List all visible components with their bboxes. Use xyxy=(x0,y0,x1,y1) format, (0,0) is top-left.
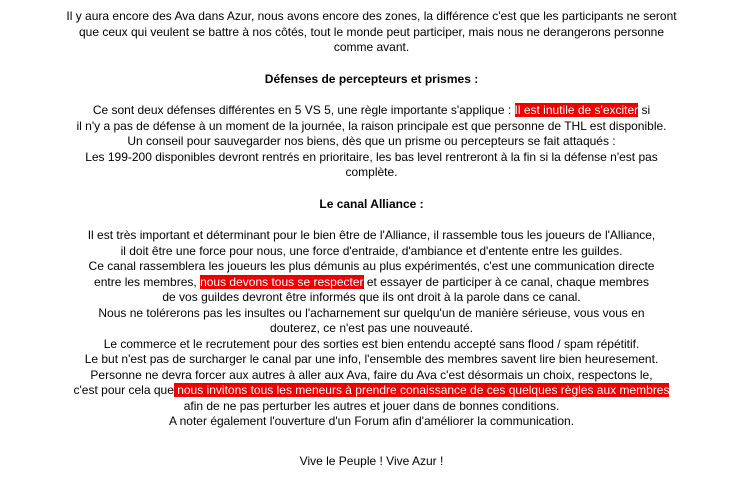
canal-paragraph xyxy=(0,228,743,430)
canal-line xyxy=(0,383,743,399)
intro-paragraph xyxy=(0,9,743,56)
canal-line xyxy=(0,275,743,291)
text-segment: si xyxy=(638,103,651,117)
closing-line: Vive le Peuple ! Vive Azur ! xyxy=(299,453,444,468)
intro-line: Il y aura encore des Ava dans Azur, nous avons encore des zones, la différence c'est que les participants ne seront xyxy=(66,9,677,23)
highlighted-text: Il est inutile de s'exciter xyxy=(514,103,639,117)
defenses-line: Les 199-200 disponibles devront rentrés en prioritaire, les bas level rentreront à la fin si la défense n'est pas xyxy=(85,149,658,164)
section-heading-canal: Le canal Alliance : xyxy=(319,196,424,211)
canal-line: Il est très important et déterminant pour le bien être de l'Alliance, il rassemble tous les joueurs de l'Alliance, xyxy=(87,228,656,242)
canal-line: Personne ne devra forcer aux autres à aller aux Ava, faire du Ava c'est désormais un choix, respectons le, xyxy=(90,367,653,382)
text-segment: c'est pour cela que xyxy=(73,383,174,397)
intro-line: que ceux qui veulent se battre à nos côtés, tout le monde peut participer, mais nous ne derangerons personne xyxy=(78,24,665,39)
defenses-line: il n'y a pas de défense à un moment de la journée, la raison principale est que personne de THL est disponible. xyxy=(76,118,667,133)
text-segment: Ce sont deux défenses différentes en 5 VS 5, une règle importante s'applique : xyxy=(92,103,515,117)
defenses-paragraph xyxy=(0,103,743,181)
section-heading-defenses: Défenses de percepteurs et prismes : xyxy=(264,71,479,86)
canal-line: Le commerce et le recrutement pour des sorties est bien entendu accepté sans flood / spam répétitif. xyxy=(103,336,640,351)
defenses-line: complète. xyxy=(345,165,398,179)
canal-line: afin de ne pas perturber les autres et jouer dans de bonnes conditions. xyxy=(183,398,560,413)
canal-line: Ce canal rassemblera les joueurs les plus démunis au plus expérimentés, c'est une communication directe xyxy=(88,259,655,273)
highlighted-text: nous devons tous se respecter xyxy=(200,274,364,289)
canal-line: Le but n'est pas de surcharger le canal par une info, l'ensemble des membres savent lire bien heuresement. xyxy=(84,352,659,366)
canal-line: Nous ne tolérerons pas les insultes ou l'acharnement sur quelqu'un de manière sérieuse, vous vous en xyxy=(98,305,645,320)
defenses-line xyxy=(0,103,743,119)
text-segment: et essayer de participer à ce canal, chaque membres xyxy=(363,274,649,289)
canal-line: douterez, ce n'est pas une nouveauté. xyxy=(269,321,474,335)
defenses-line: Un conseil pour sauvegarder nos biens, dès que un prisme ou percepteurs se fait attaqués : xyxy=(127,134,616,148)
highlighted-text: nous invitons tous les meneurs à prendre conaissance de ces quelques règles aux membres xyxy=(173,383,670,397)
canal-line: il doit être une force pour nous, une force d'entraide, d'ambiance et d'entente entre les guildes. xyxy=(120,243,623,258)
canal-line: A noter également l'ouverture d'un Forum afin d'améliorer la communication. xyxy=(168,414,575,428)
canal-line: de vos guildes devront être informés que ils ont droit à la parole dans ce canal. xyxy=(162,290,581,304)
intro-line: comme avant. xyxy=(333,40,410,54)
text-segment: entre les membres, xyxy=(94,274,201,289)
